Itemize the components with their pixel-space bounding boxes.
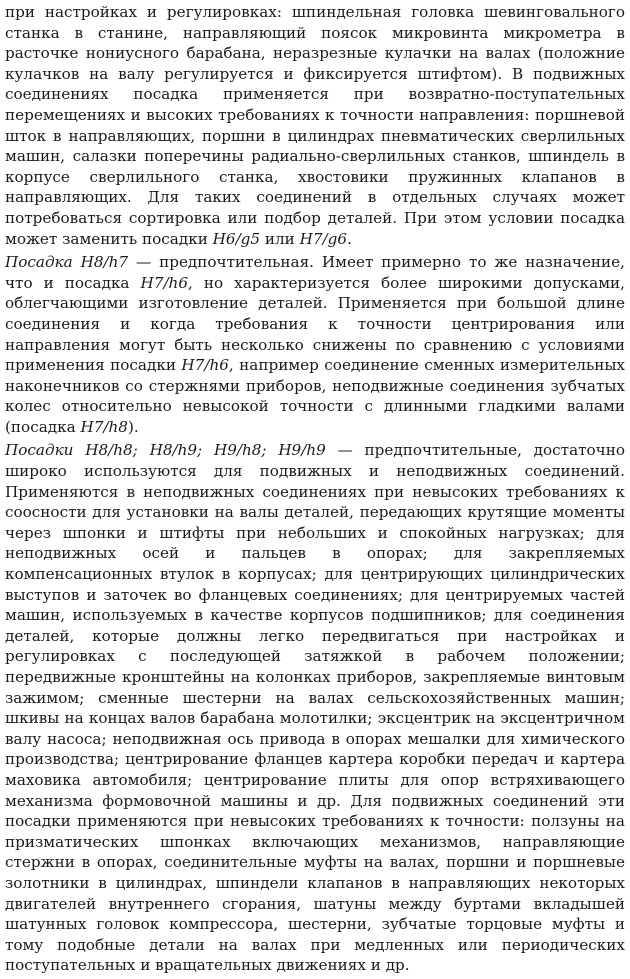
p2-text-3: , например соединение сменных измерительных наконечников со стержнями приборов, неподвижные соединения зубчатых колес относительно невысокой точности с длинными гладкими валами (посадка — [5, 356, 626, 436]
p2-fit-h7-h6-b: H7/h6 — [181, 356, 229, 375]
p2-heading: Посадка H8/h7 — [5, 253, 129, 272]
document-page — [5, 2, 625, 979]
p2-text-2: , но характеризуется более широкими допусками, облегчающими изготовление деталей. Применяется при большой длине соединения и когда требования к точности центрирования или направления могут быть несколько снижены по сравнению с условиями применения посадки — [5, 273, 625, 375]
p1-text-2: или — [260, 229, 300, 248]
p1-text-1: при настройках и регулировках: шпиндельная головка шевинговального станка в станине, направляющий поясок микровинта микрометра в расточке нониусного барабана, неразрезные кулачки на валах (положние кулачков на валу регулируется и фиксируется штифтом). В подвижных соединениях посадка применяется при возвратно-поступательных перемещениях и высоких требованиях к точности направления: поршневой шток в направляющих, поршни в цилиндрах пневматических сверлильных машин, салазки поперечины радиально-сверлильных станков, шпиндель в корпусе сверлильного станка, хвостовики пружинных клапанов в направляющих. Для таких соединений в отдельных случаях может потребоваться сортировка или подбор деталей. При этом условии посадка может заменить посадки — [5, 3, 625, 248]
paragraph-3 — [5, 440, 625, 975]
p2-fit-h7-h6-a: H7/h6 — [140, 273, 188, 292]
p2-text-1: — предпочтительная. Имеет примерно то же назначение, что и посадка — [5, 253, 625, 292]
p1-text-3: . — [347, 229, 352, 248]
p3-heading: Посадки H8/h8; H8/h9; H9/h8; H9/h9 — [5, 441, 326, 460]
paragraph-1 — [5, 2, 625, 249]
p2-text-4: ). — [127, 417, 139, 436]
p1-fit-h6-g5: H6/g5 — [212, 229, 261, 248]
p3-text-1: — предпочтительные, достаточно широко используются для подвижных и неподвижных соединений. Применяются в неподвижных соединениях при невысоких требованиях к соосности для установки на валы деталей, передающих крутящие моменты через шпонки и штифты при небольших и спокойных нагрузках; для неподвижных осей и пальцев в опорах; для закрепляемых компенсационных втулок в корпусах; для центрирующих цилиндрических выступов и заточек во фланцевых соединениях; для центрируемых частей машин, используемых в качестве корпусов подшипников; для соединения деталей, которые должны легко передвигаться при настройках и регулировках с последующей затяжкой в рабочем положении; передвижные кронштейны на колонках приборов, закрепляемые винтовым зажимом; сменные шестерни на валах сельскохозяйственных машин; шкивы на концах валов барабана молотилки; эксцентрик на эксцентричном валу насоса; неподвижная ось привода в опорах мешалки для химического производства; центрирование фланцев картера коробки передач и картера маховика автомобиля; центрирование плиты для опор встряхивающего механизма формовочной машины и др. Для подвижных соединений эти посадки применяются при невысоких требованиях к точности: ползуны на призматических шпонках включающих механизмов, направляющие стержни в опорах, соединительные муфты на валах, поршни и поршневые золотники в цилиндрах, шпиндели клапанов в направляющих некоторых двигателей внутреннего сгорания, шатуны между буртами вкладышей шатунных головок компрессора, шестерни, зубчатые торцовые муфты и тому подобные детали на валах при медленных или периодических поступательных и вращательных движениях и др. — [5, 441, 625, 975]
p2-fit-h7-h8: H7/h8 — [80, 417, 128, 436]
paragraph-2 — [5, 252, 625, 437]
p1-fit-h7-g6: H7/g6 — [299, 229, 348, 248]
